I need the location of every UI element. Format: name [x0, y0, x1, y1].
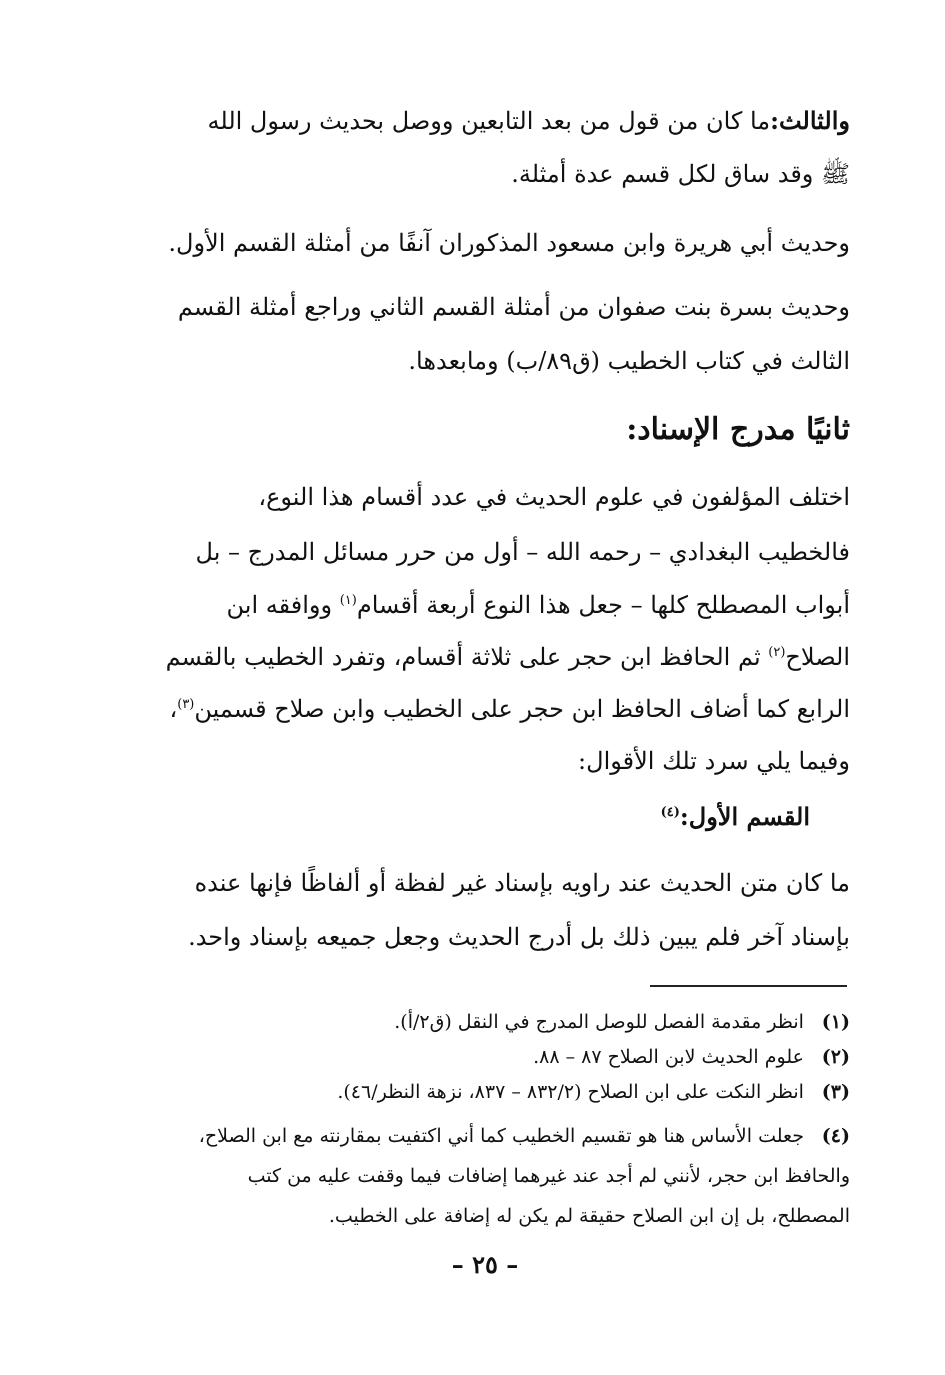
- footnote-number: (٤): [821, 1125, 850, 1147]
- paragraph-line: فالخطيب البغدادي – رحمه الله – أول من حرر مسائل المدرج – بل: [195, 538, 850, 566]
- paragraph-text: الصلاح: [785, 643, 850, 671]
- footnote-ref[interactable]: (٣): [177, 697, 195, 712]
- footnote-item: [138, 1122, 850, 1150]
- footnote-ref[interactable]: (٤): [660, 805, 680, 820]
- footnote-continuation: [138, 1162, 850, 1190]
- footnote-text: المصطلح، بل إن ابن الصلاح حقيقة لم يكن له إضافة على الخطيب.: [328, 1205, 850, 1227]
- subsection-title: القسم الأول:: [679, 802, 810, 831]
- footnote-text: جعلت الأساس هنا هو تقسيم الخطيب كما أني اكتفيت بمقارنته مع ابن الصلاح،: [198, 1125, 804, 1147]
- paragraph-line: الثالث في كتاب الخطيب (ق٨٩/ب) ومابعدها.: [408, 347, 850, 375]
- paragraph-line: وحديث بسرة بنت صفوان من أمثلة القسم الثاني وراجع أمثلة القسم: [177, 293, 850, 321]
- paragraph-line: وحديث أبي هريرة وابن مسعود المذكوران آنفًا من أمثلة القسم الأول.: [168, 229, 850, 257]
- footnote-text: انظر النكت على ابن الصلاح (٨٣٢/٢ – ٨٣٧، نزهة النظر/٤٦).: [337, 1081, 804, 1103]
- footnote-text: علوم الحديث لابن الصلاح ٨٧ – ٨٨.: [533, 1046, 804, 1068]
- paragraph-line: [138, 692, 850, 726]
- paragraph-line: ﷺ وقد ساق لكل قسم عدة أمثلة.: [511, 160, 850, 188]
- footnote-text: والحافظ ابن حجر، لأنني لم أجد عند غيرهما إضافات فيما وقفت عليه من كتب: [247, 1165, 850, 1187]
- footnote-continuation: [138, 1202, 850, 1230]
- paragraph-line: [138, 588, 850, 622]
- footnote-item: [138, 1078, 850, 1106]
- paragraph-text: ما كان من قول من بعد التابعين ووصل بحديث رسول الله: [207, 107, 771, 135]
- footnote-item: [138, 1043, 850, 1071]
- footnote-item: [138, 1008, 850, 1036]
- paragraph-line: ما كان متن الحديث عند راويه بإسناد غير لفظة أو ألفاظًا فإنها عنده: [194, 869, 850, 897]
- footnote-number: (١): [821, 1011, 850, 1033]
- paragraph-line: [138, 640, 850, 674]
- footnote-text: انظر مقدمة الفصل للوصل المدرج في النقل (ق٢/أ).: [394, 1011, 804, 1033]
- section-heading: ثانيًا مدرج الإسناد:: [626, 412, 850, 447]
- footnote-number: (٢): [821, 1046, 850, 1068]
- paragraph-text: الرابع كما أضاف الحافظ ابن حجر على الخطيب وابن صلاح قسمين: [194, 695, 850, 723]
- footnote-number: (٣): [821, 1081, 850, 1103]
- paragraph-text: ،: [169, 695, 178, 723]
- footnote-ref[interactable]: (٢): [768, 645, 786, 660]
- paragraph-text: ووافقه ابن: [226, 591, 340, 619]
- page-number: – ٢٥ –: [451, 1250, 519, 1279]
- paragraph-text: ثم الحافظ ابن حجر على ثلاثة أقسام، وتفرد الخطيب بالقسم: [165, 643, 769, 671]
- paragraph-line: وفيما يلي سرد تلك الأقوال:: [578, 747, 850, 775]
- paragraph-text: أبواب المصطلح كلها – جعل هذا النوع أربعة أقسام: [356, 591, 850, 619]
- footnote-divider: [650, 985, 847, 987]
- footnote-ref[interactable]: (١): [339, 593, 357, 608]
- paragraph-line: اختلف المؤلفون في علوم الحديث في عدد أقسام هذا النوع،: [258, 483, 850, 511]
- paragraph-line: [138, 104, 850, 138]
- paragraph-line: بإسناد آخر فلم يبين ذلك بل أدرج الحديث وجعل جميعه بإسناد واحد.: [188, 923, 850, 951]
- paragraph-lead: والثالث:: [770, 106, 850, 135]
- subsection-heading: [661, 800, 810, 834]
